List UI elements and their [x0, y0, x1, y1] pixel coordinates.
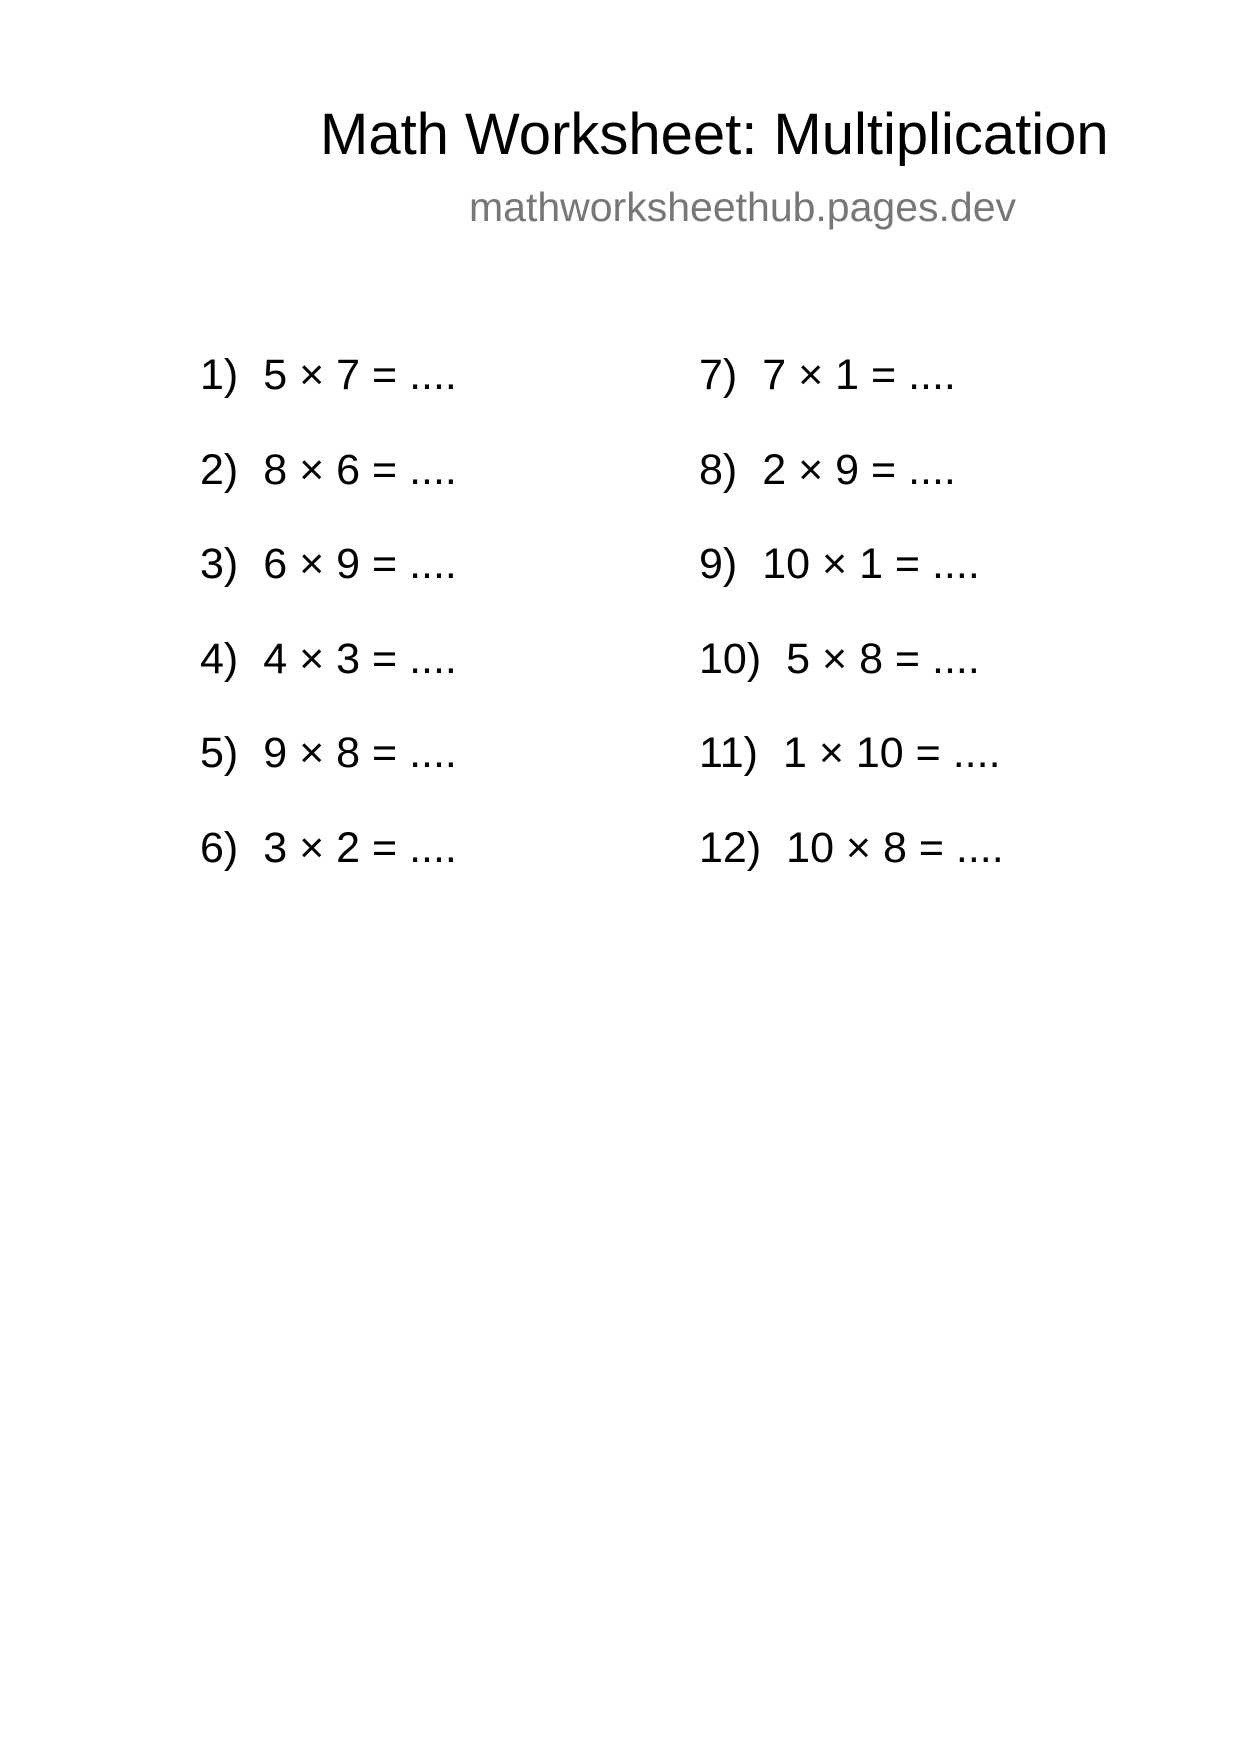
site-url: mathworksheethub.pages.dev — [469, 184, 1017, 230]
problem-expression: 9 × 8 = .... — [263, 729, 457, 777]
problem-expression: 6 × 9 = .... — [263, 540, 457, 588]
problem-item — [200, 440, 457, 535]
problem-list-left — [200, 345, 457, 912]
problem-expression: 4 × 3 = .... — [263, 634, 457, 683]
problem-expression: 7 × 1 = .... — [762, 351, 956, 399]
problem-item — [699, 534, 1004, 629]
problem-item — [699, 818, 1004, 913]
problem-number: 2) — [200, 445, 239, 494]
problem-list-right — [699, 345, 1004, 912]
problem-item — [200, 723, 457, 818]
problem-item — [200, 345, 457, 440]
problem-item — [200, 818, 457, 913]
problem-item — [699, 440, 1004, 535]
problem-number: 6) — [200, 823, 239, 872]
problem-expression: 3 × 2 = .... — [263, 823, 457, 872]
problem-expression: 1 × 10 = .... — [782, 729, 1001, 777]
problem-expression: 8 × 6 = .... — [263, 445, 457, 494]
problem-number: 10) — [699, 634, 762, 683]
problem-number: 8) — [699, 445, 738, 494]
problem-expression: 10 × 8 = .... — [786, 823, 1004, 872]
problem-item — [200, 629, 457, 724]
problem-number: 3) — [200, 540, 239, 588]
problem-item — [699, 629, 1004, 724]
problem-item — [699, 723, 1004, 818]
problem-number: 11) — [699, 729, 758, 777]
page-title: Math Worksheet: Multiplication — [320, 102, 1109, 167]
problem-expression: 5 × 7 = .... — [263, 351, 457, 399]
problem-expression: 2 × 9 = .... — [762, 445, 956, 494]
problem-number: 12) — [699, 823, 762, 872]
problem-expression: 10 × 1 = .... — [762, 540, 980, 588]
problem-number: 4) — [200, 634, 239, 683]
problem-item — [200, 534, 457, 629]
problem-expression: 5 × 8 = .... — [786, 634, 980, 683]
problem-number: 1) — [200, 351, 239, 399]
problem-number: 9) — [699, 540, 738, 588]
problem-number: 5) — [200, 729, 239, 777]
problem-number: 7) — [699, 351, 738, 399]
problem-item — [699, 345, 1004, 440]
